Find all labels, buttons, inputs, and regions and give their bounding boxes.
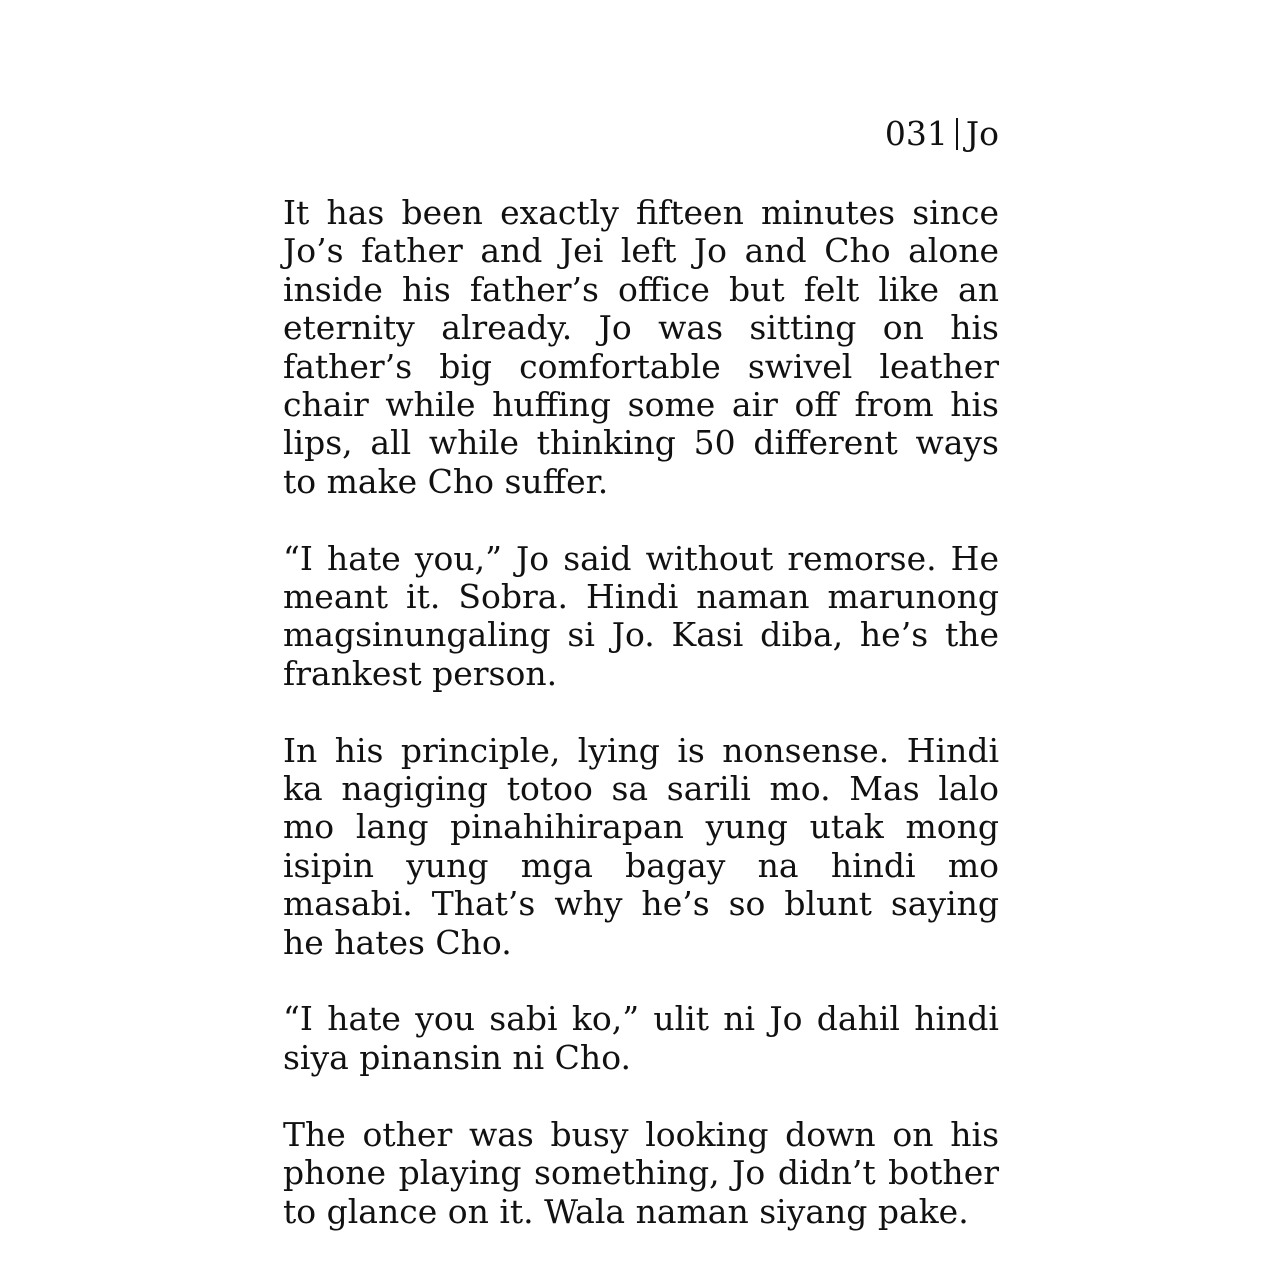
paragraph-3: In his principle, lying is nonsense. Hindi ka nagiging totoo sa sarili mo. Mas lalo mo lang pinahihirapan yung utak mong isipin yung mga bagay na hindi mo masabi. That’s why he’s so blunt saying he hates Cho. [283, 730, 999, 962]
page-number: 031 [884, 114, 948, 153]
header-separator [956, 118, 958, 150]
paragraph-5: The other was busy looking down on his phone playing something, Jo didn’t bother to glance on it. Wala naman siyang pake. [283, 1114, 999, 1231]
paragraph-2: “I hate you,” Jo said without remorse. He meant it. Sobra. Hindi naman marunong magsinungaling si Jo. Kasi diba, he’s the frankest person. [283, 538, 999, 693]
paragraph-4: “I hate you sabi ko,” ulit ni Jo dahil hindi siya pinansin ni Cho. [283, 999, 999, 1077]
page-header [283, 114, 999, 154]
paragraph-1: It has been exactly fifteen minutes since Jo’s father and Jei left Jo and Cho alone inside his father’s office but felt like an eternity already. Jo was sitting on his father’s big comfortable swivel leather chair while huffing some air off from his lips, all while thinking 50 different ways to make Cho suffer. [283, 193, 999, 501]
chapter-title: Jo [965, 114, 999, 153]
book-page [283, 114, 999, 1269]
